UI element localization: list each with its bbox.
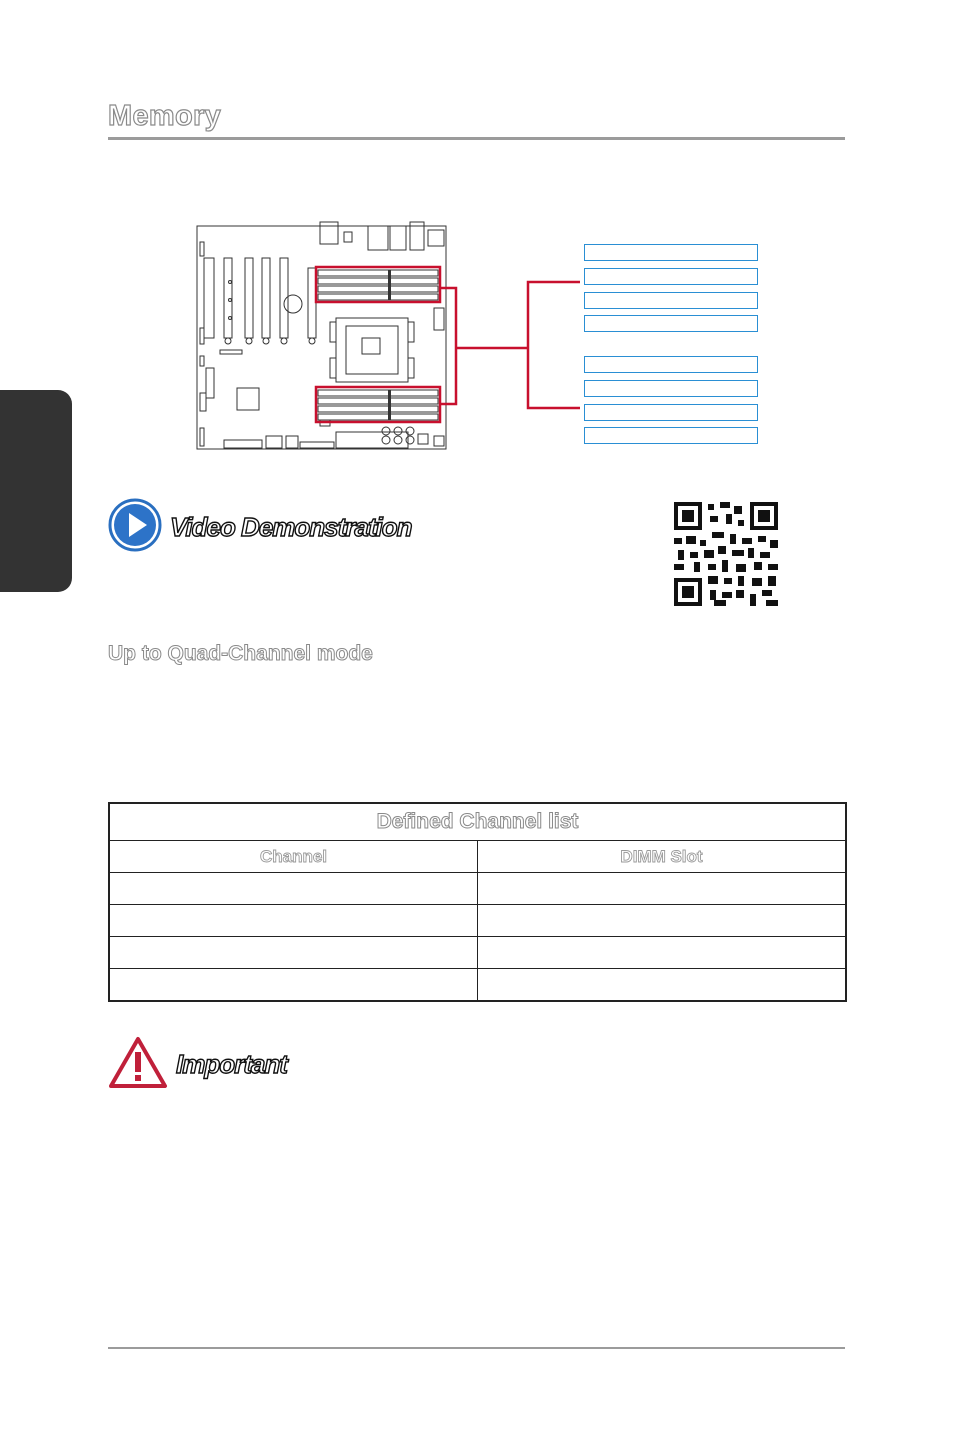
dimm-label-box bbox=[584, 356, 758, 373]
dimm-label-box bbox=[584, 427, 758, 444]
title-divider bbox=[108, 137, 845, 140]
column-header-dimm-slot: DIMM Slot bbox=[478, 841, 847, 873]
quad-channel-subheading: Up to Quad-Channel mode bbox=[108, 642, 373, 665]
footer-divider bbox=[108, 1347, 845, 1349]
column-header-channel: Channel bbox=[109, 841, 478, 873]
page-title: Memory bbox=[108, 100, 221, 132]
table-cell bbox=[109, 937, 478, 969]
important-label: Important bbox=[176, 1049, 287, 1079]
table-row bbox=[109, 937, 846, 969]
table-cell bbox=[478, 937, 847, 969]
video-demonstration-label[interactable]: Video Demonstration bbox=[170, 512, 412, 542]
table-cell bbox=[478, 873, 847, 905]
play-circle-icon[interactable] bbox=[108, 498, 162, 552]
table-cell bbox=[109, 969, 478, 1002]
qr-code-icon[interactable] bbox=[674, 502, 778, 606]
table-row bbox=[109, 873, 846, 905]
table-cell bbox=[478, 905, 847, 937]
table-cell bbox=[478, 969, 847, 1002]
defined-channel-table bbox=[108, 802, 847, 1002]
motherboard-diagram bbox=[190, 218, 580, 454]
dimm-label-box bbox=[584, 380, 758, 397]
dimm-label-box bbox=[584, 244, 758, 261]
table-caption: Defined Channel list bbox=[109, 803, 846, 841]
table-row bbox=[109, 969, 846, 1002]
dimm-label-box bbox=[584, 292, 758, 309]
table-row bbox=[109, 905, 846, 937]
chapter-side-tab bbox=[0, 390, 72, 592]
dimm-label-box bbox=[584, 404, 758, 421]
dimm-label-box bbox=[584, 315, 758, 332]
warning-triangle-icon bbox=[108, 1036, 168, 1090]
table-cell bbox=[109, 873, 478, 905]
table-cell bbox=[109, 905, 478, 937]
dimm-label-box bbox=[584, 268, 758, 285]
